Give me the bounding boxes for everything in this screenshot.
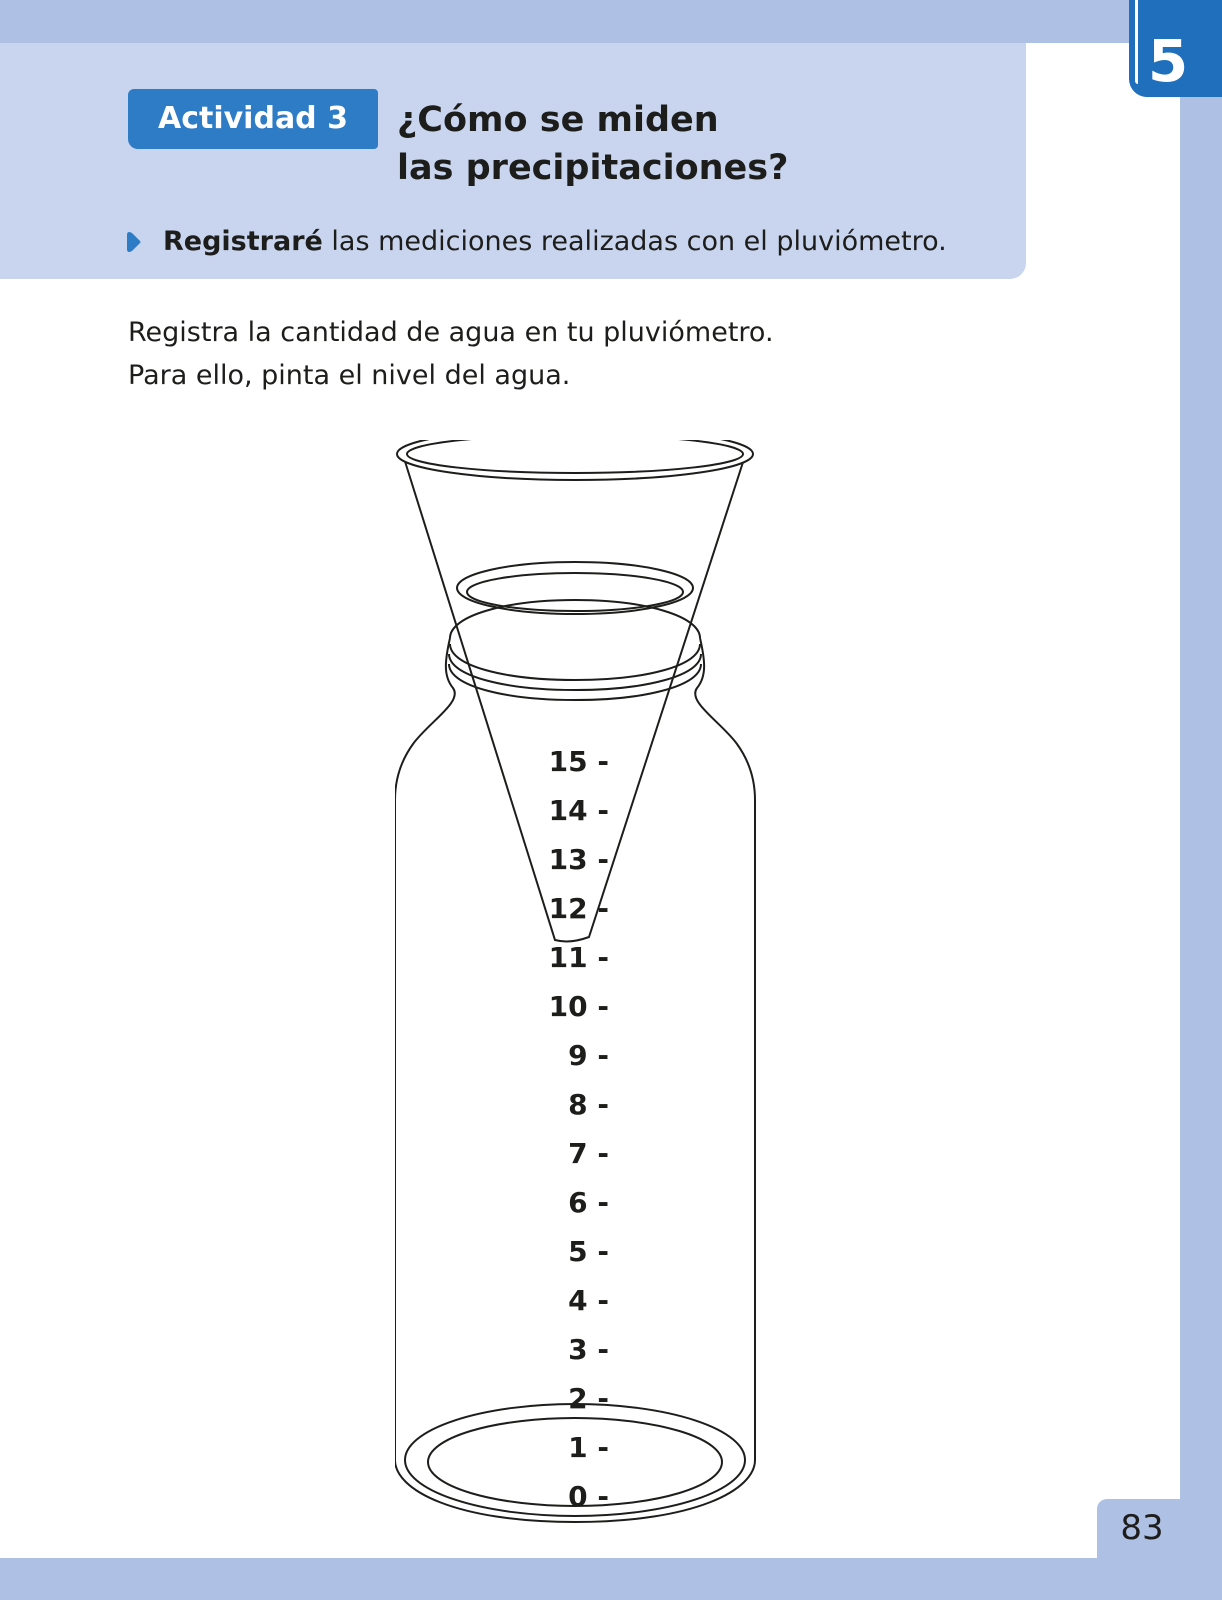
unit-number: 5 bbox=[1147, 27, 1189, 95]
instruction-line-1: Registra la cantidad de agua en tu pluviómetro. bbox=[128, 317, 774, 348]
learning-objective bbox=[163, 222, 947, 262]
scale-label-10: 10 - bbox=[548, 990, 609, 1023]
activity-title-line-1: ¿Cómo se miden bbox=[397, 100, 719, 140]
scale-label-11: 11 - bbox=[548, 941, 609, 974]
scale-label-13: 13 - bbox=[548, 843, 609, 876]
bottom-band bbox=[0, 1558, 1222, 1600]
scale-label-4: 4 - bbox=[568, 1284, 609, 1317]
right-margin-band bbox=[1180, 0, 1222, 1600]
bullet-arrow-icon bbox=[127, 231, 141, 253]
scale-label-15: 15 - bbox=[548, 745, 609, 778]
scale-label-6: 6 - bbox=[568, 1186, 609, 1219]
scale-label-8: 8 - bbox=[568, 1088, 609, 1121]
activity-badge: Actividad 3 bbox=[128, 89, 378, 149]
scale-label-14: 14 - bbox=[548, 794, 609, 827]
objective-text: las mediciones realizadas con el pluviómetro. bbox=[322, 226, 947, 257]
scale-label-12: 12 - bbox=[548, 892, 609, 925]
scale-label-9: 9 - bbox=[568, 1039, 609, 1072]
scale-label-0: 0 - bbox=[568, 1480, 609, 1513]
top-band bbox=[0, 0, 1222, 43]
page-number: 83 bbox=[1120, 1508, 1164, 1548]
scale-label-5: 5 - bbox=[568, 1235, 609, 1268]
objective-verb: Registraré bbox=[163, 226, 323, 257]
scale-label-7: 7 - bbox=[568, 1137, 609, 1170]
scale-label-1: 1 - bbox=[568, 1431, 609, 1464]
instruction-line-2: Para ello, pinta el nivel del agua. bbox=[128, 360, 571, 391]
scale-label-3: 3 - bbox=[568, 1333, 609, 1366]
activity-title-line-2: las precipitaciones? bbox=[397, 148, 789, 188]
scale-label-2: 2 - bbox=[568, 1382, 609, 1415]
